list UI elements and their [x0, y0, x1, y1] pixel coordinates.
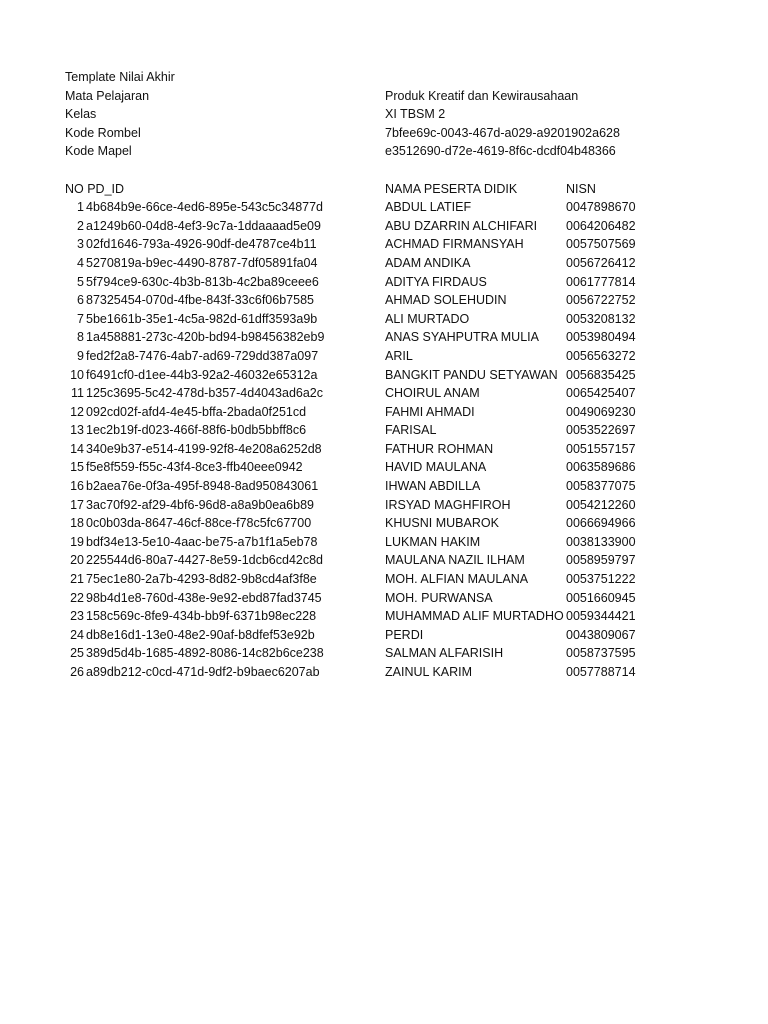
pd-id-cell: 125c3695-5c42-478d-b357-4d4043ad6a2c [86, 386, 324, 401]
pd-id-cell: db8e16d1-13e0-48e2-90af-b8dfef53e92b [86, 627, 315, 642]
table-row [0, 273, 768, 292]
nisn-cell: 0054212260 [566, 497, 636, 512]
student-name-cell: MOH. ALFIAN MAULANA [385, 572, 529, 587]
column-header-no-pd-id: NO PD_ID [65, 181, 125, 196]
row-number: 4 [77, 255, 84, 270]
pd-id-cell: 75ec1e80-2a7b-4293-8d82-9b8cd4af3f8e [86, 572, 317, 587]
nisn-cell: 0051557157 [566, 441, 636, 456]
blank-row [0, 161, 768, 180]
pd-id-cell: 1ec2b19f-d023-466f-88f6-b0db5bbff8c6 [86, 423, 307, 438]
student-name-cell: ARIL [385, 348, 413, 363]
sheet-title: Template Nilai Akhir [65, 70, 175, 84]
row-number: 22 [70, 590, 84, 605]
row-number: 6 [77, 293, 84, 308]
nisn-cell: 0057788714 [566, 665, 636, 679]
pd-id-cell: f6491cf0-d1ee-44b3-92a2-46032e65312a [86, 367, 318, 382]
row-number: 25 [70, 646, 84, 661]
table-row [0, 403, 768, 422]
student-name-cell: FATHUR ROHMAN [385, 441, 494, 456]
title-row [0, 68, 768, 87]
table-row [0, 551, 768, 570]
nisn-cell: 0051660945 [566, 590, 636, 605]
row-number: 13 [70, 423, 84, 438]
field-value: XI TBSM 2 [385, 107, 446, 122]
table-row [0, 384, 768, 403]
nisn-cell: 0063589686 [566, 460, 636, 475]
table-row [0, 514, 768, 533]
student-name-cell: FARISAL [385, 423, 437, 438]
student-name-cell: BANGKIT PANDU SETYAWAN [385, 367, 558, 382]
row-number: 1 [77, 200, 84, 215]
row-number: 16 [70, 479, 84, 494]
table-body [0, 198, 768, 681]
table-header-row [0, 180, 768, 199]
nisn-cell: 0059344421 [566, 609, 636, 624]
row-number: 26 [70, 665, 84, 679]
table-row [0, 310, 768, 329]
field-label: Kode Rombel [65, 125, 141, 140]
table-row [0, 496, 768, 515]
student-name-cell: ABDUL LATIEF [385, 200, 472, 215]
row-number: 7 [77, 311, 84, 326]
pd-id-cell: 389d5d4b-1685-4892-8086-14c82b6ce238 [86, 646, 324, 661]
row-number: 10 [70, 367, 84, 382]
student-name-cell: PERDI [385, 627, 424, 642]
nisn-cell: 0043809067 [566, 627, 636, 642]
table-row [0, 477, 768, 496]
row-number: 8 [77, 330, 84, 345]
nisn-cell: 0038133900 [566, 534, 636, 549]
nisn-cell: 0047898670 [566, 200, 636, 215]
field-label: Mata Pelajaran [65, 88, 150, 103]
table-row [0, 421, 768, 440]
student-name-cell: ADAM ANDIKA [385, 255, 471, 270]
student-name-cell: LUKMAN HAKIM [385, 534, 481, 549]
pd-id-cell: 4b684b9e-66ce-4ed6-895e-543c5c34877d [86, 200, 324, 215]
field-value: Produk Kreatif dan Kewirausahaan [385, 88, 579, 103]
nisn-cell: 0065425407 [566, 386, 636, 401]
pd-id-cell: 02fd1646-793a-4926-90df-de4787ce4b11 [86, 237, 317, 252]
table-row [0, 663, 768, 682]
field-label: Kelas [65, 107, 97, 122]
nisn-cell: 0057507569 [566, 237, 636, 252]
nisn-cell: 0056563272 [566, 348, 636, 363]
student-name-cell: CHOIRUL ANAM [385, 386, 480, 401]
field-value: 7bfee69c-0043-467d-a029-a9201902a628 [385, 125, 620, 140]
student-name-cell: ACHMAD FIRMANSYAH [385, 237, 524, 252]
student-name-cell: IHWAN ABDILLA [385, 479, 481, 494]
table-row [0, 458, 768, 477]
pd-id-cell: 5270819a-b9ec-4490-8787-7df05891fa04 [86, 255, 318, 270]
table-row [0, 366, 768, 385]
nisn-cell: 0053751222 [566, 572, 636, 587]
table-row [0, 570, 768, 589]
row-number: 20 [70, 553, 84, 568]
row-number: 3 [77, 237, 84, 252]
student-name-cell: ANAS SYAHPUTRA MULIA [385, 330, 539, 345]
row-number: 24 [70, 627, 84, 642]
table-row [0, 607, 768, 626]
column-header-name: NAMA PESERTA DIDIK [385, 181, 518, 196]
pd-id-cell: 1a458881-273c-420b-bd94-b98456382eb9 [86, 330, 325, 345]
student-name-cell: FAHMI AHMADI [385, 404, 475, 419]
student-name-cell: AHMAD SOLEHUDIN [385, 293, 507, 308]
nisn-cell: 0056726412 [566, 255, 636, 270]
student-name-cell: ABU DZARRIN ALCHIFARI [385, 218, 538, 233]
pd-id-cell: 340e9b37-e514-4199-92f8-4e208a6252d8 [86, 441, 322, 456]
pd-id-cell: bdf34e13-5e10-4aac-be75-a7b1f1a5eb78 [86, 534, 318, 549]
student-name-cell: SALMAN ALFARISIH [385, 646, 504, 661]
pd-id-cell: a89db212-c0cd-471d-9df2-b9baec6207ab [86, 665, 320, 679]
pd-id-cell: 3ac70f92-af29-4bf6-96d8-a8a9b0ea6b89 [86, 497, 314, 512]
row-number: 19 [70, 534, 84, 549]
table-row [0, 533, 768, 552]
pd-id-cell: 092cd02f-afd4-4e45-bffa-2bada0f251cd [86, 404, 307, 419]
table-row [0, 217, 768, 236]
row-number: 12 [70, 404, 84, 419]
student-name-cell: ZAINUL KARIM [385, 665, 473, 679]
pd-id-cell: 87325454-070d-4fbe-843f-33c6f06b7585 [86, 293, 314, 308]
field-row-kode-mapel [0, 142, 768, 161]
row-number: 14 [70, 441, 84, 456]
row-number: 2 [77, 218, 84, 233]
row-number: 18 [70, 516, 84, 531]
row-number: 17 [70, 497, 84, 512]
field-row-kode-rombel [0, 124, 768, 143]
nisn-cell: 0058959797 [566, 553, 636, 568]
pd-id-cell: b2aea76e-0f3a-495f-8948-8ad950843061 [86, 479, 319, 494]
field-row-kelas [0, 105, 768, 124]
student-name-cell: KHUSNI MUBAROK [385, 516, 499, 531]
table-row [0, 235, 768, 254]
nisn-cell: 0064206482 [566, 218, 636, 233]
row-number: 23 [70, 609, 84, 624]
field-label: Kode Mapel [65, 144, 132, 159]
student-name-cell: ALI MURTADO [385, 311, 470, 326]
student-name-cell: HAVID MAULANA [385, 460, 487, 475]
table-row [0, 440, 768, 459]
nisn-cell: 0049069230 [566, 404, 636, 419]
pd-id-cell: 98b4d1e8-760d-438e-9e92-ebd87fad3745 [86, 590, 322, 605]
table-row [0, 644, 768, 663]
nisn-cell: 0066694966 [566, 516, 636, 531]
pd-id-cell: f5e8f559-f55c-43f4-8ce3-ffb40eee0942 [86, 460, 303, 475]
table-row [0, 254, 768, 273]
row-number: 11 [71, 386, 84, 401]
field-row-mata-pelajaran [0, 87, 768, 106]
spreadsheet-sheet [0, 68, 768, 682]
nisn-cell: 0053980494 [566, 330, 636, 345]
nisn-cell: 0053522697 [566, 423, 636, 438]
row-number: 5 [77, 274, 84, 289]
student-name-cell: ADITYA FIRDAUS [385, 274, 487, 289]
table-row [0, 328, 768, 347]
nisn-cell: 0056835425 [566, 367, 636, 382]
pd-id-cell: a1249b60-04d8-4ef3-9c7a-1ddaaaad5e09 [86, 218, 321, 233]
nisn-cell: 0058377075 [566, 479, 636, 494]
row-number: 9 [77, 348, 84, 363]
field-value: e3512690-d72e-4619-8f6c-dcdf04b48366 [385, 144, 616, 159]
student-name-cell: MAULANA NAZIL ILHAM [385, 553, 525, 568]
pd-id-cell: 0c0b03da-8647-46cf-88ce-f78c5fc67700 [86, 516, 312, 531]
student-name-cell: IRSYAD MAGHFIROH [385, 497, 511, 512]
table-row [0, 291, 768, 310]
table-row [0, 198, 768, 217]
pd-id-cell: 158c569c-8fe9-434b-bb9f-6371b98ec228 [86, 609, 317, 624]
nisn-cell: 0058737595 [566, 646, 636, 661]
nisn-cell: 0061777814 [566, 274, 636, 289]
table-row [0, 589, 768, 608]
nisn-cell: 0056722752 [566, 293, 636, 308]
row-number: 15 [70, 460, 84, 475]
student-name-cell: MUHAMMAD ALIF MURTADHO [385, 609, 564, 624]
pd-id-cell: 225544d6-80a7-4427-8e59-1dcb6cd42c8d [86, 553, 324, 568]
nisn-cell: 0053208132 [566, 311, 636, 326]
pd-id-cell: 5f794ce9-630c-4b3b-813b-4c2ba89ceee6 [86, 274, 319, 289]
pd-id-cell: 5be1661b-35e1-4c5a-982d-61dff3593a9b [86, 311, 318, 326]
row-number: 21 [70, 572, 84, 587]
pd-id-cell: fed2f2a8-7476-4ab7-ad69-729dd387a097 [86, 348, 319, 363]
table-row [0, 347, 768, 366]
table-row [0, 626, 768, 645]
column-header-nisn: NISN [566, 181, 596, 196]
student-name-cell: MOH. PURWANSA [385, 590, 493, 605]
